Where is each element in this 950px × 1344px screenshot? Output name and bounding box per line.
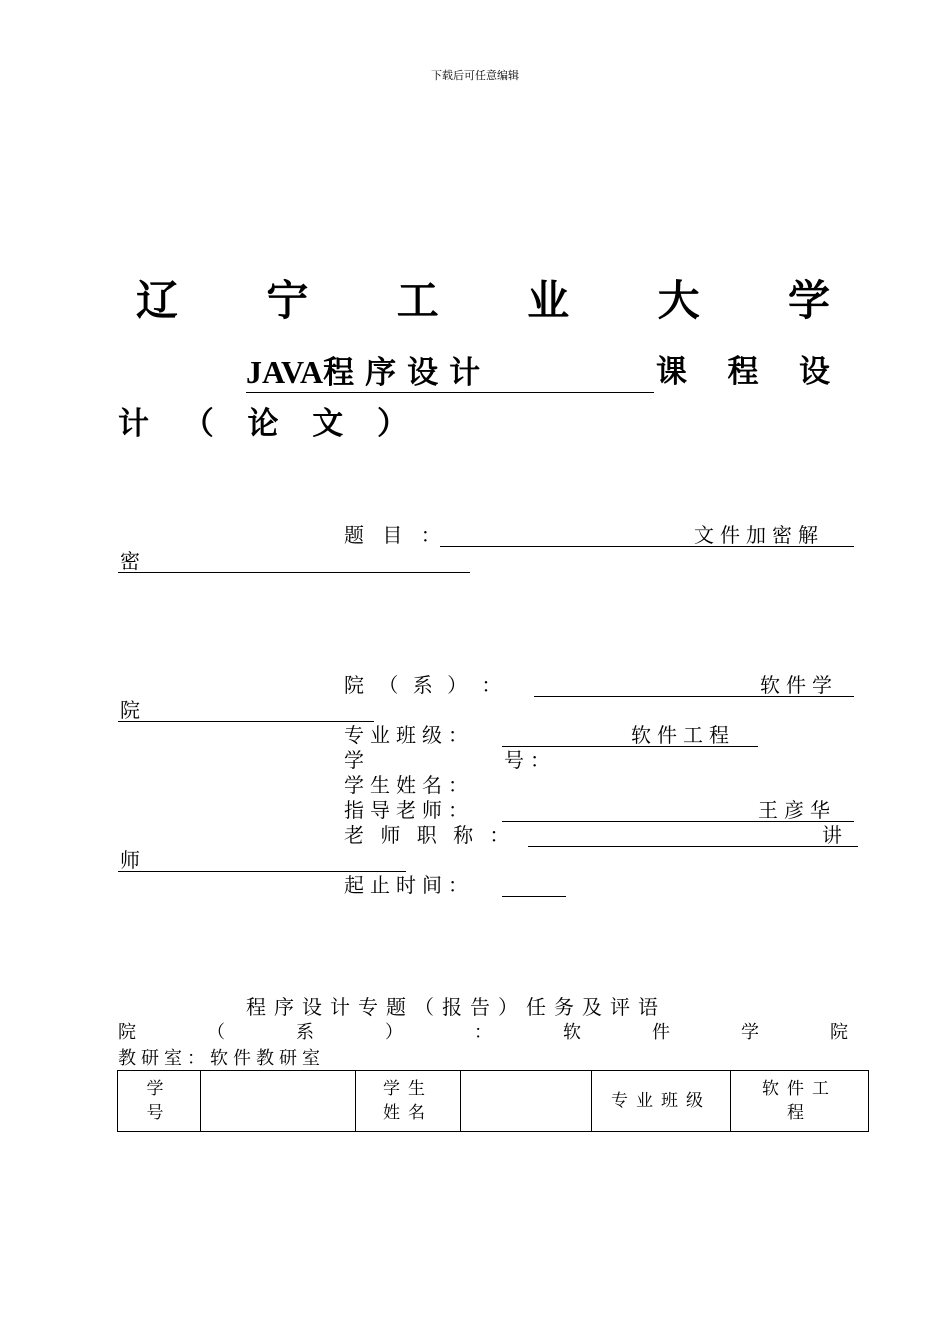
task-dept-char: ： (474, 1022, 492, 1043)
course-title-line2 (118, 402, 408, 446)
student-name-label: 学生姓名： (344, 773, 474, 797)
university-char: 学 (787, 276, 830, 325)
table-cell-major-label: 专业班级 (592, 1071, 731, 1132)
student-no-label-end: 号： (504, 748, 556, 772)
course-title-line1 (246, 352, 830, 396)
course-suffix-char: （ (182, 406, 214, 442)
header-note: 下载后可任意编辑 (431, 69, 519, 82)
course-suffix (656, 352, 830, 392)
task-title: 程序设计专题（报告）任务及评语 (246, 995, 666, 1019)
dept-value-cont: 院 (120, 698, 146, 722)
task-dept-char: ） (385, 1022, 403, 1043)
course-suffix-char: 课 (656, 354, 687, 390)
course-suffix-char: 程 (727, 354, 759, 390)
university-char: 大 (657, 276, 700, 325)
advisor-value: 王彦华 (758, 798, 836, 822)
task-dept-char: 院 (830, 1022, 848, 1043)
table-cell-student-name-label: 学生 姓名 (356, 1071, 461, 1132)
period-label: 起止时间： (344, 873, 474, 897)
task-dept-char: 件 (652, 1022, 670, 1043)
dept-underline-cont (118, 697, 374, 722)
university-name (118, 276, 848, 326)
table-row (118, 1071, 869, 1132)
course-suffix-char: ） (377, 406, 408, 442)
table-cell-student-no-label: 学 号 (118, 1071, 201, 1132)
course-name-cn: 程序设计 (323, 355, 492, 391)
course-name-java: JAVA (246, 354, 324, 390)
course-suffix-char: 计 (118, 406, 149, 442)
major-label: 专业班级： (344, 723, 474, 747)
dept-value: 软件学 (760, 673, 838, 697)
advisor-title-value: 讲 (822, 823, 848, 847)
student-info-table (117, 1070, 869, 1132)
task-dept-char: 系 (296, 1022, 314, 1043)
student-no-label: 学 (344, 748, 370, 772)
university-char: 辽 (136, 276, 179, 325)
university-char: 业 (527, 276, 570, 325)
task-dept-char: 软 (563, 1022, 581, 1043)
university-char: 工 (396, 276, 439, 325)
advisor-title-underline-cont (118, 847, 406, 872)
topic-underline-cont (118, 548, 470, 573)
topic-value-cont: 密 (120, 549, 146, 573)
dept-label: 院 （ 系 ） ： (344, 673, 506, 697)
task-dept-char: 院 (118, 1022, 136, 1043)
advisor-label: 指导老师： (344, 798, 474, 822)
course-suffix-char: 设 (799, 354, 830, 390)
table-cell-student-name-value[interactable] (461, 1071, 592, 1132)
period-underline (502, 872, 566, 897)
task-dept-char: （ (207, 1022, 225, 1043)
course-suffix-char: 文 (312, 406, 344, 442)
table-cell-major-value: 软件工 程 (731, 1071, 869, 1132)
course-name-underlined (246, 352, 654, 393)
university-char: 宁 (266, 276, 309, 325)
task-dept-char: 学 (741, 1022, 759, 1043)
advisor-title-value-cont: 师 (120, 848, 146, 872)
advisor-title-underline (528, 822, 858, 847)
task-office: 教研室：软件教研室 (118, 1048, 325, 1069)
table-cell-student-no-value[interactable] (201, 1071, 356, 1132)
major-value: 软件工程 (631, 723, 735, 747)
topic-label: 题 目 ： (344, 523, 447, 547)
advisor-title-label: 老 师 职 称 ： (344, 823, 515, 847)
course-suffix-char: 论 (247, 406, 279, 442)
topic-value: 文件加密解 (694, 523, 824, 547)
task-dept-row (118, 1020, 848, 1046)
